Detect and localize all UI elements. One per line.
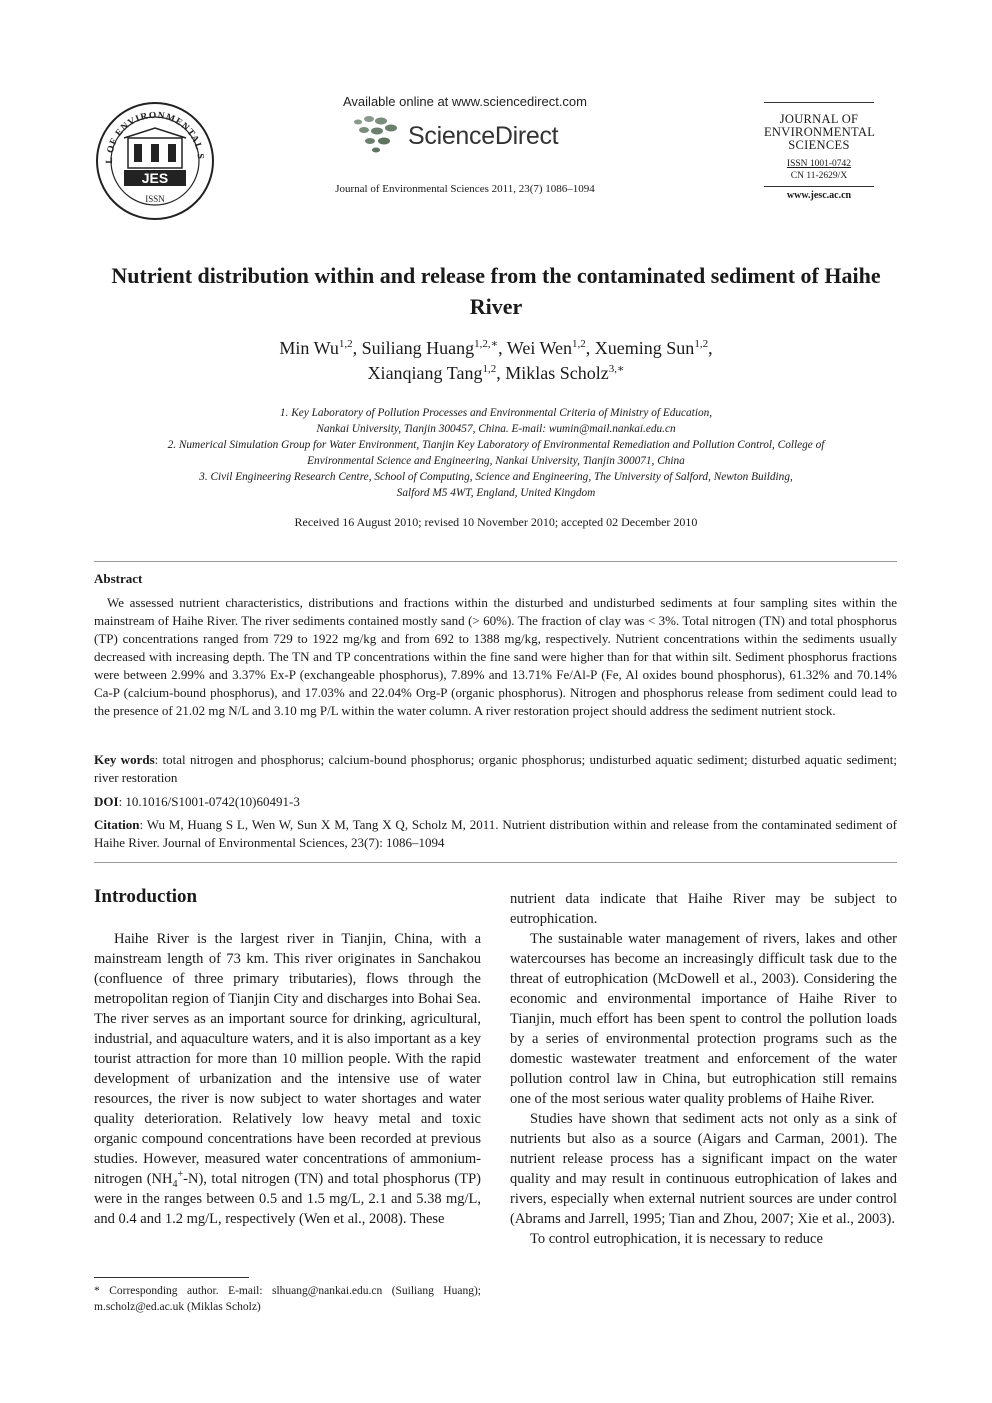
article-title: Nutrient distribution within and release from the contaminated sediment of Haihe River [111, 263, 881, 319]
author-name[interactable]: Wei Wen [506, 338, 573, 358]
body-paragraph: Studies have shown that sediment acts not only as a sink of nutrients but also as a source (Aigars and Carman, 2001). The nutrient release process has a significant impact on the water quality and may result in continuous eutrophication of lakes and rivers, especially when external nutrient sources are under control (Abrams and Jarrell, 1995; Tian and Zhou, 2007; Xie et al., 2003). [510, 1111, 897, 1227]
abstract-text: We assessed nutrient characteristics, distributions and fractions within the disturbed and undisturbed sediments at four sampling sites within the mainstream of Haihe River. The river sediments contained mostly sand (> 60%). The fraction of clay was < 3%. Total nitrogen (TN) and total phosphorus (TP) concentrations ranged from 729 to 1922 mg/kg and from 692 to 1388 mg/kg, respectively. Nutrient concentrations within the sediments usually decreased with increasing depth. The TN and TP concentrations within the fine sand were higher than for that within silt. Sediment phosphorus fractions were between 2.99% and 3.37% Ex-P (exchangeable phosphorus), 7.89% and 13.71% Fe/Al-P (Fe, Al oxides bound phosphorus), 61.32% and 70.14% Ca-P (calcium-bound phosphorus), and 17.03% and 22.04% Org-P (organic phosphorus). Nitrogen and phosphorus release from sediment could lead to the presence of 21.02 mg N/L and 3.10 mg P/L within the water column. A river restoration project should address the sediment nutrient stock. [94, 595, 897, 718]
author-sep: , [496, 363, 506, 383]
section-heading: Introduction [94, 886, 198, 907]
body-paragraph: nutrient data indicate that Haihe River may be subject to eutrophication. [510, 891, 897, 927]
keywords-text: : total nitrogen and phosphorus; calcium-bound phosphorus; organic phosphorus; undisturbed aquatic sediment; disturbed aquatic sediment; river restoration [94, 752, 897, 785]
author-name[interactable]: Min Wu [279, 338, 339, 358]
journal-cn: CN 11-2629/X [790, 171, 848, 181]
affiliation-line: 3. Civil Engineering Research Centre, School of Computing, Science and Engineering, The University of Salford, Newton Building, [199, 471, 793, 483]
author-affil-sup: 3,∗ [608, 363, 625, 375]
seal-ring-text: L OF ENVIRONMENTAL S [104, 110, 206, 164]
keywords-label: Key words [94, 752, 155, 767]
author-affil-sup: 1,2,∗ [474, 338, 499, 350]
keywords [94, 751, 897, 787]
affiliation-line: 2. Numerical Simulation Group for Water Environment, Tianjin Key Laboratory of Environmental Remediation and Pollution Control, College of [167, 439, 825, 451]
journal-title-box [764, 102, 874, 201]
affiliation-line: Salford M5 4WT, England, United Kingdom [396, 487, 596, 499]
doi-label: DOI [94, 794, 119, 809]
body-paragraph: To control eutrophication, it is necessary to reduce [530, 1231, 823, 1247]
citation-text: : Wu M, Huang S L, Wen W, Sun X M, Tang X Q, Scholz M, 2011. Nutrient distribution within and release from the contaminated sediment of Haihe River. Journal of Environmental Sciences, 23(7): 1086–1094 [94, 817, 897, 850]
journal-issn: ISSN 1001-0742 [786, 159, 852, 169]
seal-center-text: JES [141, 170, 169, 186]
affiliations [96, 405, 896, 501]
right-column [510, 889, 897, 1249]
author-list [150, 336, 842, 386]
author-affil-sup: 1,2 [694, 338, 709, 350]
divider [94, 862, 897, 863]
affiliation-line: Nankai University, Tianjin 300457, China. E-mail: wumin@mail.nankai.edu.cn [316, 423, 676, 435]
jes-seal-icon [94, 100, 216, 222]
doi-value[interactable]: : 10.1016/S1001-0742(10)60491-3 [118, 794, 300, 809]
seal-bottom-text: ISSN [145, 194, 165, 204]
left-column [94, 929, 481, 1229]
author-affil-sup: 1,2 [572, 338, 586, 350]
subscript: 4 [172, 1178, 178, 1190]
sciencedirect-leaf-icon [350, 112, 406, 156]
author-name[interactable]: Suiliang Huang [361, 338, 475, 358]
svg-text:JOURNAL OF ENVIRONMENTAL SCIEN [94, 100, 205, 164]
journal-title-line: JOURNAL OF [779, 112, 859, 126]
journal-title-line: ENVIRONMENTAL [764, 125, 876, 139]
sciencedirect-logo[interactable] [350, 112, 600, 156]
author-sep: , [585, 338, 595, 358]
author-name[interactable]: Xianqiang Tang [367, 363, 483, 383]
body-text: Haihe River is the largest river in Tianjin, China, with a mainstream length of 73 km. This river originates in Sanchakou (confluence of three primary tributaries), flows through the metropolitan region of Tianjin City and discharges into Bohai Sea. The river serves as an important source for drinking, agricultural, industrial, and aquaculture waters, and it is also important as a key tourist attraction for more than 10 million people. With the rapid development of urbanization and the intensive use of water resources, the river is now subject to water shortages and water quality deterioration. Relatively low heavy metal and toxic organic compound concentrations have been recorded at previous studies. However, measured water concentrations of ammonium-nitrogen (NH [94, 931, 481, 1187]
author-sep: , [352, 338, 362, 358]
abstract-heading: Abstract [94, 571, 143, 586]
body-paragraph [94, 929, 481, 1229]
author-affil-sup: 1,2 [338, 338, 353, 350]
received-dates: Received 16 August 2010; revised 10 November 2010; accepted 02 December 2010 [294, 515, 698, 529]
body-paragraph: The sustainable water management of rivers, lakes and other watercourses has become an increasingly difficult task due to the threat of eutrophication (McDowell et al., 2003). Considering the economic and environmental importance of Haihe River to Tianjin, much effort has been spent to control the pollution loads by a series of environmental protection programs such as the domestic wastewater treatment and enforcement of the water pollution control law in China, but eutrophication still remains one of the most serious water quality problems of Haihe River. [510, 931, 897, 1107]
jes-logo [94, 100, 216, 222]
journal-citation-line: Journal of Environmental Sciences 2011, 23(7) 1086–1094 [335, 183, 595, 195]
corresponding-author-footnote: * Corresponding author. E-mail: slhuang@nankai.edu.cn (Suiliang Huang); m.scholz@ed.ac.uk (Miklas Scholz) [94, 1285, 481, 1313]
citation [94, 816, 897, 852]
superscript: + [177, 1169, 184, 1181]
journal-title-line: SCIENCES [788, 138, 850, 152]
available-online-text[interactable]: Available online at www.sciencedirect.com [343, 94, 587, 109]
journal-url[interactable]: www.jesc.ac.cn [786, 190, 852, 201]
author-name[interactable]: Miklas Scholz [505, 363, 609, 383]
affiliation-line: 1. Key Laboratory of Pollution Processes and Environmental Criteria of Ministry of Education, [279, 407, 713, 419]
author-sep: , [708, 338, 713, 358]
author-name[interactable]: Xueming Sun [594, 338, 695, 358]
footnote-rule [94, 1277, 249, 1278]
citation-label: Citation [94, 817, 140, 832]
divider [94, 561, 897, 562]
body-text: -N), total nitrogen (TN) and total phosphorus (TP) were in the ranges between 0.5 and 1.5 mg/L, 2.1 and 5.38 mg/L, and 0.4 and 1.2 mg/L, respectively (Wen et al., 2008). These [94, 1171, 482, 1227]
affiliation-line: Environmental Science and Engineering, Nankai University, Tianjin 300071, China [307, 455, 685, 467]
doi [94, 793, 897, 811]
sciencedirect-wordmark: ScienceDirect [408, 122, 559, 150]
author-sep: , [498, 338, 507, 358]
author-affil-sup: 1,2 [482, 363, 497, 375]
